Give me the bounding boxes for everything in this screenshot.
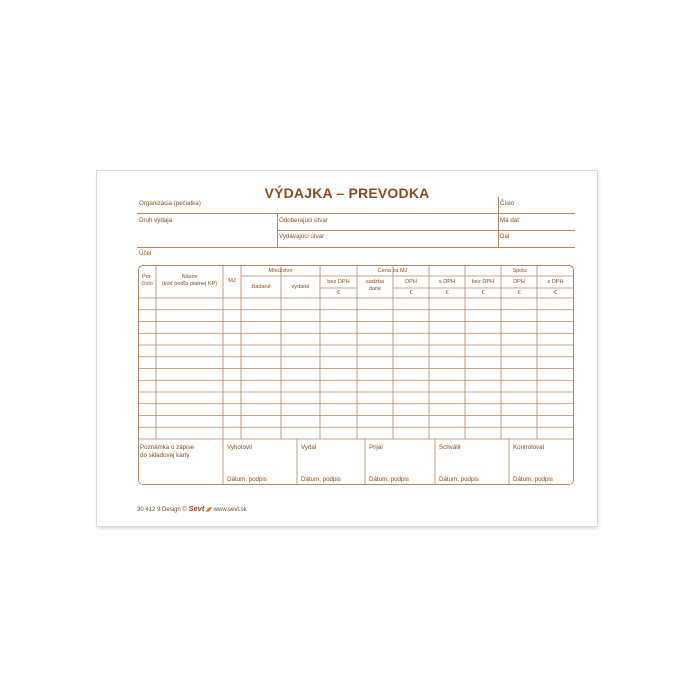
received-label: Prijal <box>369 444 383 451</box>
table-grid <box>97 171 597 526</box>
col-nazov-sub-text: (kód podľa platnej KP) <box>161 280 218 287</box>
approved-date-sign: Dátum, podpis <box>439 476 479 483</box>
currency-spolu-s-dph: € <box>553 290 558 296</box>
currency-cena-s-dph: € <box>445 290 449 296</box>
issuing-unit-label: Vydávajúci útvar <box>279 233 325 240</box>
col-header-cena-bez-dph: bez DPH <box>327 279 350 285</box>
col-header-cena-dph: DPH <box>405 279 417 285</box>
form-sheet <box>97 171 597 526</box>
sevt-url: www.sevt.sk <box>213 507 247 513</box>
currency-cena-bez-dph: € <box>336 290 341 296</box>
col-header-vydane: vydané <box>291 284 310 290</box>
col-header-sadzba <box>357 279 393 292</box>
col-header-por <box>138 274 156 287</box>
col-header-mnozstvo: Množstvo <box>268 268 293 274</box>
col-header-spolu-bez-dph: bez DPH <box>471 279 495 285</box>
purpose-label: Účel <box>139 250 152 257</box>
approved-label: Schválil <box>439 444 461 451</box>
debit-label: Má dať <box>500 217 520 224</box>
form-footer <box>137 504 247 513</box>
currency-spolu-bez-dph: € <box>481 290 485 296</box>
received-date-sign: Dátum, podpis <box>369 476 409 483</box>
col-header-cena-s-dph: s DPH <box>438 279 456 285</box>
col-header-cena: Cena za MJ <box>377 268 408 274</box>
checked-label: Kontroloval <box>513 444 544 451</box>
note-label-line1: Poznámka o zápise <box>140 444 194 451</box>
col-cislo-text: číslo <box>141 280 153 287</box>
form-code: 30 412 9 Design © <box>137 507 187 513</box>
credit-label: Dal <box>500 233 510 240</box>
col-header-spolu-dph: DPH <box>513 279 525 285</box>
prepared-label: Vyhotovil <box>227 444 252 451</box>
col-header-spolu-s-dph: s DPH <box>547 279 564 285</box>
issue-type-label: Druh výdaja <box>139 217 173 224</box>
sevt-logo: Sevt <box>188 504 205 513</box>
col-header-ziadane: žiadané <box>251 284 271 290</box>
col-nazov-text: Názov <box>181 274 198 280</box>
checked-date-sign: Dátum, podpis <box>513 476 553 483</box>
col-dane-text: dane <box>368 285 382 292</box>
receiving-unit-label: Odoberajúci útvar <box>279 217 328 224</box>
col-header-nazov <box>156 274 223 287</box>
number-label: Číslo <box>500 200 515 207</box>
col-header-mj: MJ <box>228 278 236 284</box>
issued-label: Vydal <box>301 444 317 451</box>
currency-spolu-dph: € <box>517 290 521 296</box>
issued-date-sign: Dátum, podpis <box>301 476 341 483</box>
note-label-line2: do skladovej karty <box>140 452 190 459</box>
currency-cena-dph: € <box>409 290 413 296</box>
leaf-icon <box>206 507 212 512</box>
form-title: VÝDAJKA – PREVODKA <box>264 185 430 201</box>
col-por-text: Por. <box>142 274 152 280</box>
organization-label: Organizácia (pečiatka) <box>139 200 201 207</box>
col-sadzba-text: sadzba <box>365 279 385 285</box>
col-header-spolu: Spolu <box>512 268 527 274</box>
prepared-date-sign: Dátum, podpis <box>227 476 267 483</box>
